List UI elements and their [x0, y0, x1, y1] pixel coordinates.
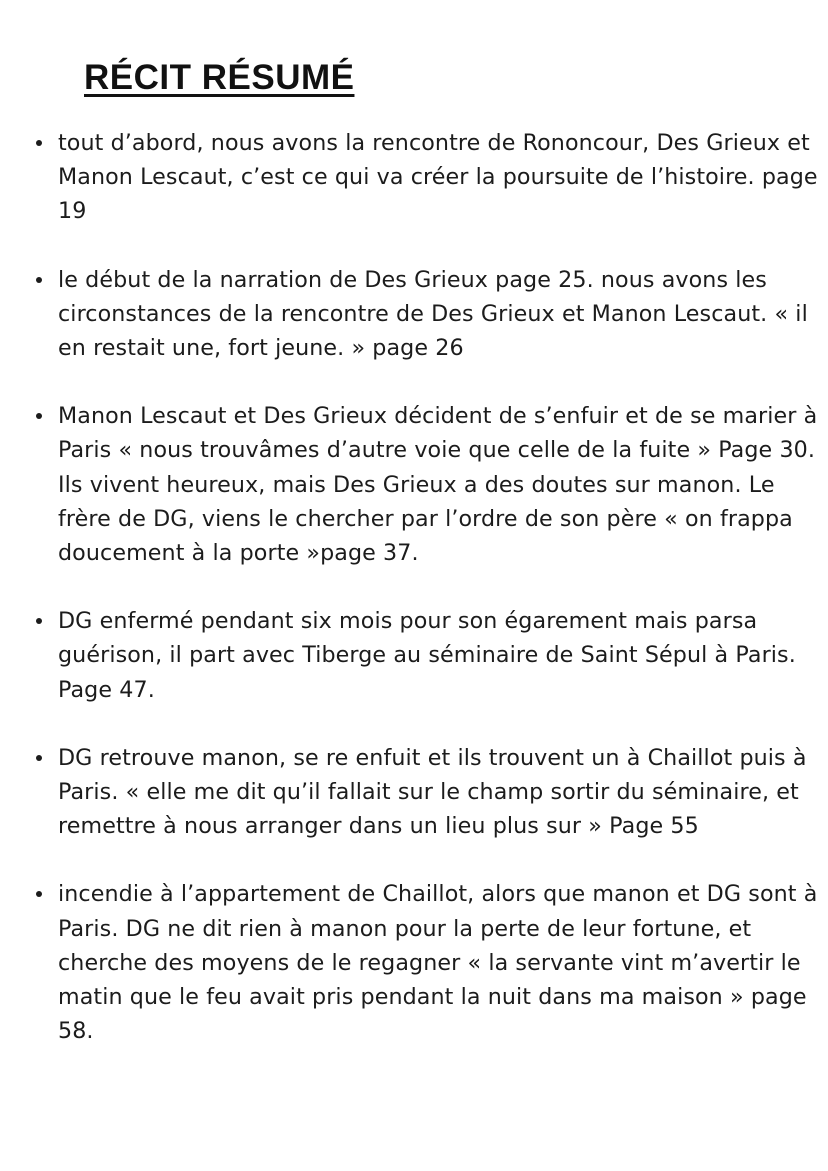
list-item: [58, 263, 818, 366]
bullet-icon: [36, 413, 42, 419]
list-item-text: tout d’abord, nous avons la rencontre de Rononcour, Des Grieux et Manon Lescaut, c’est ce qui va créer la poursuite de l’histoire. page 19: [58, 130, 818, 225]
bullet-icon: [36, 755, 42, 761]
bullet-icon: [36, 891, 42, 897]
list-item: [58, 604, 818, 707]
list-item: [58, 877, 818, 1048]
list-item-text: le début de la narration de Des Grieux page 25. nous avons les circonstances de la rencontre de Des Grieux et Manon Lescaut. « il en restait une, fort jeune. » page 26: [58, 266, 808, 362]
list-item-text: DG retrouve manon, se re enfuit et ils trouvent un à Chaillot puis à Paris. « elle me dit qu’il fallait sur le champ sortir du séminaire, et remettre à nous arranger dans un lieu plus sur » Page 55: [58, 744, 807, 840]
page-title: RÉCIT RÉSUMÉ: [84, 58, 355, 97]
bullet-icon: [36, 618, 42, 624]
list-item-text: incendie à l’appartement de Chaillot, alors que manon et DG sont à Paris. DG ne dit rien à manon pour la perte de leur fortune, et cherche des moyens de le regagner « la servante vint m’avertir le matin que le feu avait pris pendant la nuit dans ma maison » page 58.: [58, 881, 818, 1045]
list-item: [58, 741, 818, 844]
summary-list: [58, 126, 818, 1082]
bullet-icon: [36, 277, 42, 283]
list-item-text: DG enfermé pendant six mois pour son égarement mais parsa guérison, il part avec Tiberge au séminaire de Saint Sépul à Paris. Page 47.: [58, 608, 796, 703]
bullet-icon: [36, 140, 42, 146]
list-item: [58, 126, 818, 229]
list-item: [58, 399, 818, 570]
list-item-text: Manon Lescaut et Des Grieux décident de s’enfuir et de se marier à Paris « nous trouvâmes d’autre voie que celle de la fuite » Page 30. Ils vivent heureux, mais Des Grieux a des doutes sur manon. Le frère de DG, viens le chercher par l’ordre de son père « on frappa doucement à la porte »page 37.: [58, 403, 818, 567]
